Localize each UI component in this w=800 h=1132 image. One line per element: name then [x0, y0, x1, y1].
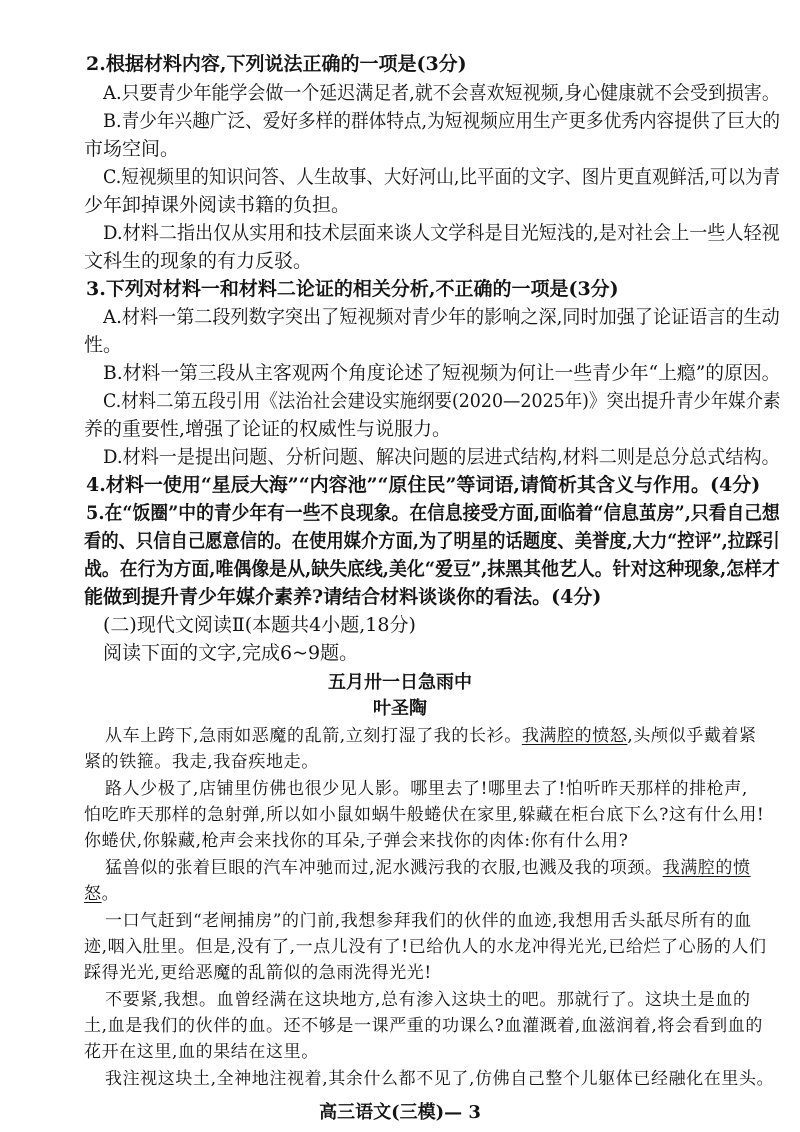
essay-paragraph-3-line-2 [84, 882, 119, 906]
question-5-line-3: 战。在行为方面,唯偶像是从,缺失底线,美化“爱豆”,抹黑其他艺人。针对这种现象,怎样才 [84, 558, 780, 580]
essay-text: 。 [101, 884, 120, 904]
essay-author: 叶圣陶 [373, 698, 427, 719]
essay-text: 猛兽似的张着巨眼的汽车冲驰而过,泥水溅污我的衣服,也溅及我的项颈。 [105, 858, 663, 878]
essay-paragraph-5-line-2: 土,血是我们的伙伴的血。还不够是一课严重的功课么?血灌溉着,血滋润着,将会看到血的 [84, 1016, 763, 1036]
question-2-stem: 2.根据材料内容,下列说法正确的一项是(3分) [86, 53, 467, 75]
essay-paragraph-6-line-1: 我注视这块土,全神地注视着,其余什么都不见了,仿佛自己整个儿躯体已经融化在里头。 [105, 1069, 775, 1089]
question-2-option-b-cont: 市场空间。 [84, 138, 180, 160]
essay-text: 从车上跨下,急雨如恶魔的乱箭,立刻打湿了我的长衫。 [105, 726, 522, 746]
essay-paragraph-4-line-2: 迹,咽入肚里。但是,没有了,一点儿没有了!已给仇人的水龙冲得光光,已给烂了心肠的人们 [84, 937, 767, 957]
question-2-option-d: D.材料二指出仅从实用和技术层面来谈人文学科是目光短浅的,是对社会上一些人轻视 [103, 222, 780, 244]
question-3-option-c: C.材料二第五段引用《法治社会建设实施纲要(2020—2025年)》突出提升青少年媒介素 [103, 390, 781, 412]
question-2-option-b: B.青少年兴趣广泛、爱好多样的群体特点,为短视频应用生产更多优秀内容提供了巨大的 [103, 110, 781, 132]
question-2-option-c: C.短视频里的知识问答、人生故事、大好河山,比平面的文字、图片更直观鲜活,可以为青 [103, 166, 780, 188]
question-3-option-a-cont: 性。 [84, 334, 123, 356]
page-footer: 高三语文(三模)— 3 [319, 1102, 481, 1123]
section-instruction: 阅读下面的文字,完成6~9题。 [103, 642, 359, 664]
question-2-option-a: A.只要青少年能学会做一个延迟满足者,就不会喜欢短视频,身心健康就不会受到损害。 [103, 82, 780, 104]
question-5-line-1: 5.在“饭圈”中的青少年有一些不良现象。在信息接受方面,面临着“信息茧房”,只看自己想 [86, 502, 780, 524]
essay-paragraph-5-line-3: 花开在这里,血的果结在这里。 [84, 1042, 319, 1062]
question-3-option-c-cont: 养的重要性,增强了论证的权威性与说服力。 [84, 418, 452, 440]
underlined-phrase: 怒 [84, 884, 102, 904]
essay-paragraph-5-line-1: 不要紧,我想。血曾经满在这块地方,总有渗入这块土的吧。那就行了。这块土是血的 [105, 990, 751, 1010]
question-2-option-d-cont: 文科生的现象的有力反驳。 [84, 250, 313, 272]
underlined-phrase: 我满腔的愤怒 [521, 726, 628, 746]
essay-text: ,头颅似乎戴着紧 [627, 726, 757, 746]
underlined-phrase: 我满腔的愤 [662, 858, 751, 878]
essay-paragraph-4-line-1: 一口气赶到“老闸捕房”的门前,我想参拜我们的伙伴的血迹,我想用舌头舐尽所有的血 [105, 911, 752, 931]
question-3-option-a: A.材料一第二段列数字突出了短视频对青少年的影响之深,同时加强了论证语言的生动 [103, 306, 780, 328]
section-heading: (二)现代文阅读Ⅱ(本题共4小题,18分) [103, 614, 416, 636]
essay-paragraph-3-line-1 [105, 856, 751, 880]
question-3-stem: 3.下列对材料一和材料二论证的相关分析,不正确的一项是(3分) [86, 278, 619, 300]
essay-title: 五月卅一日急雨中 [328, 672, 472, 693]
essay-paragraph-1-line-2: 紧的铁箍。我走,我奋疾地走。 [84, 752, 319, 772]
question-5-line-4: 能做到提升青少年媒介素养?请结合材料谈谈你的看法。(4分) [84, 586, 602, 608]
essay-paragraph-4-line-3: 踩得光光,更给恶魔的乱箭似的急雨洗得光光! [84, 963, 432, 983]
question-3-option-b: B.材料一第三段从主客观两个角度论述了短视频为何让一些青少年“上瘾”的原因。 [103, 362, 781, 384]
essay-paragraph-2-line-3: 你蜷伏,你躲藏,枪声会来找你的耳朵,子弹会来找你的肉体:你有什么用? [84, 831, 629, 851]
question-4-stem: 4.材料一使用“星辰大海”“内容池”“原住民”等词语,请简析其含义与作用。(4分) [86, 474, 761, 496]
essay-paragraph-2-line-2: 怕吃昨天那样的急射弹,所以如小鼠如蜗牛般蜷伏在家里,躲藏在柜台底下么?这有什么用! [84, 805, 765, 825]
essay-paragraph-1-line-1 [105, 724, 757, 748]
question-5-line-2: 看的、只信自己愿意信的。在使用媒介方面,为了明星的话题度、美誉度,大力“控评”,拉踩引 [84, 530, 780, 552]
question-2-option-c-cont: 少年卸掉课外阅读书籍的负担。 [84, 194, 351, 216]
question-3-option-d: D.材料一是提出问题、分析问题、解决问题的层进式结构,材料二则是总分总式结构。 [103, 446, 780, 468]
essay-paragraph-2-line-1: 路人少极了,店铺里仿佛也很少见人影。哪里去了!哪里去了!怕听昨天那样的排枪声, [105, 779, 748, 799]
